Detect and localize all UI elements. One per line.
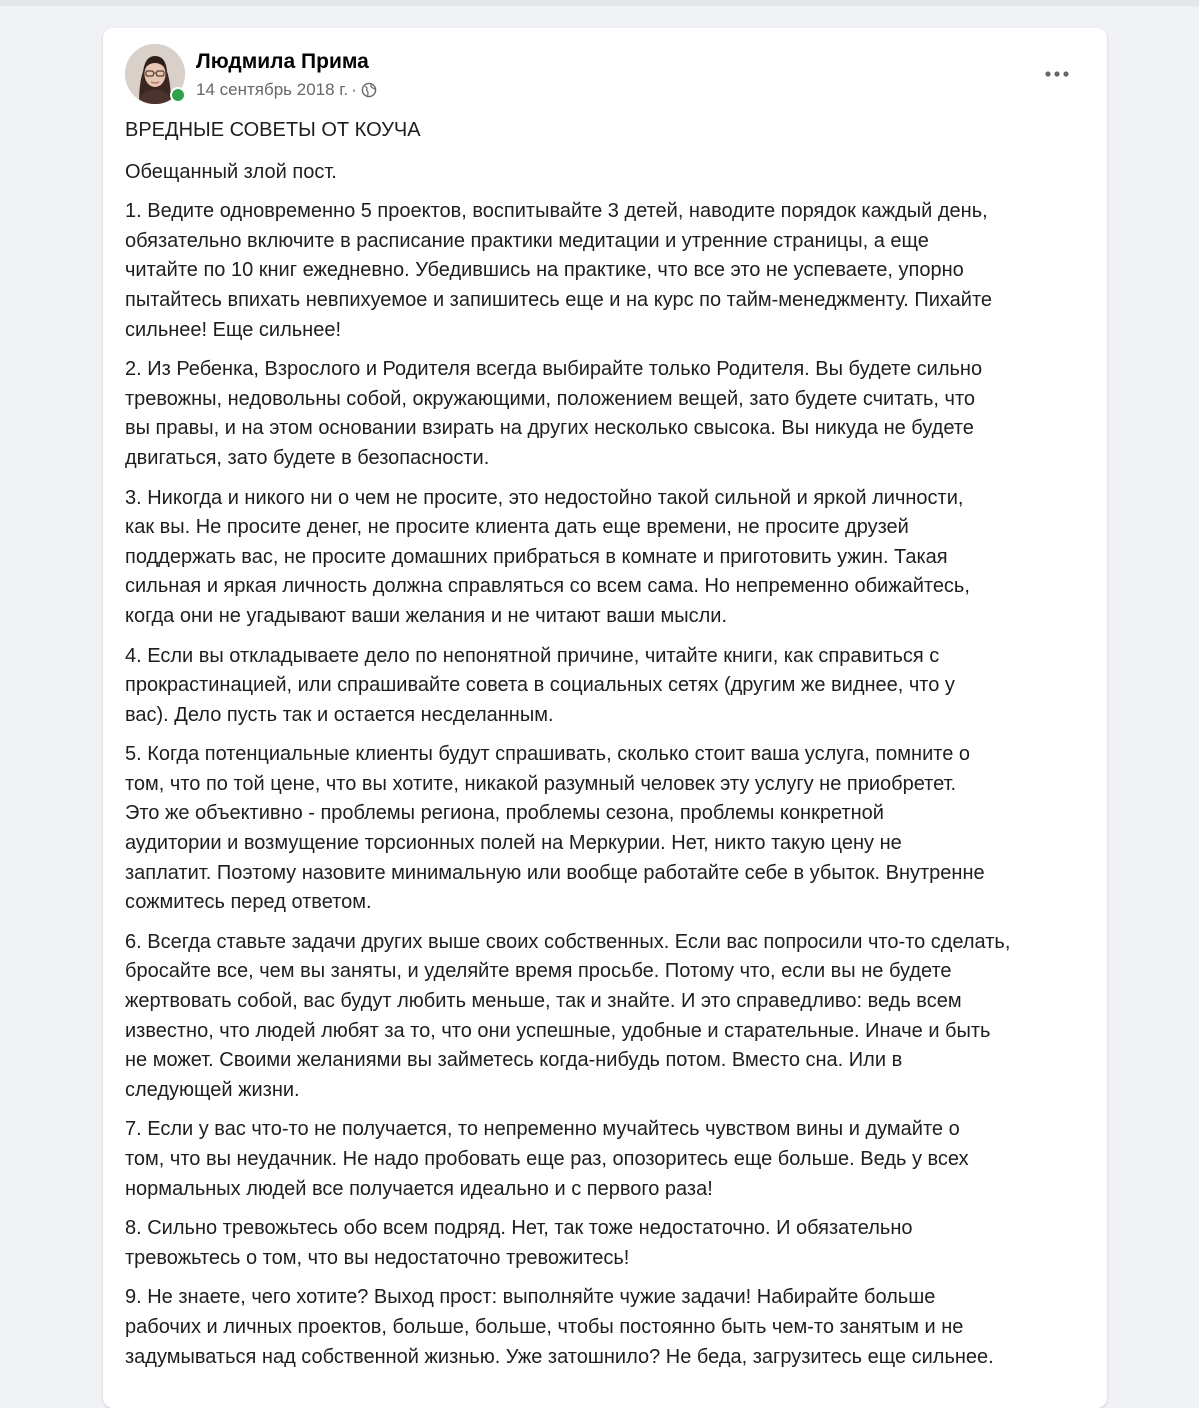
post-paragraph: 3. Никогда и никого ни о чем не просите, это недостойно такой сильной и яркой личности, как вы. Не просите денег, не просите клиента дать еще времени, не просите друзей поддержать вас, не просите домашних прибраться в комнате и приготовить ужин. Такая сильная и яркая личность должна справляться со всем сама. Но непременно обижайтесь, когда они не угадывают ваши желания и не читают ваши мысли. [125, 486, 970, 627]
post-paragraph: 7. Если у вас что-то не получается, то непременно мучайтесь чувством вины и думайте о том, что вы неудачник. Не надо пробовать еще раз, опозоритесь еще больше. Ведь у всех нормальных людей все получается идеально и с первого раза! [125, 1118, 969, 1200]
post-text [125, 116, 1093, 1382]
post-title: ВРЕДНЫЕ СОВЕТЫ ОТ КОУЧА [125, 119, 421, 141]
more-horizontal-icon [1044, 70, 1070, 78]
post-card [103, 28, 1107, 1408]
post-meta [196, 80, 377, 100]
post-paragraph: 6. Всегда ставьте задачи других выше своих собственных. Если вас попросили что-то сделать, бросайте все, чем вы заняты, и уделяйте время просьбе. Потому что, если вы не будете жертвовать собой, вас будут любить меньше, так и знайте. И это справедливо: ведь всем известно, что людей любят за то, что они успешные, удобные и старательные. Иначе и быть не может. Своими желаниями вы займетесь когда-нибудь потом. Вместо сна. Или в следующей жизни. [125, 930, 1011, 1101]
author-name[interactable]: Людмила Прима [196, 50, 369, 73]
online-status-dot [170, 87, 186, 103]
more-options-button[interactable] [1039, 56, 1075, 92]
author-avatar[interactable] [125, 44, 185, 104]
post-paragraph: 8. Сильно тревожьтесь обо всем подряд. Нет, так тоже недостаточно. И обязательно тревожьтесь о том, что вы недостаточно тревожитесь! [125, 1217, 913, 1269]
post-paragraph: Обещанный злой пост. [125, 160, 337, 183]
post-paragraph: 5. Когда потенциальные клиенты будут спрашивать, сколько стоит ваша услуга, помните о том, что по той цене, что вы хотите, никакой разумный человек эту услугу не приобретет. Это же объективно - проблемы региона, проблемы сезона, проблемы конкретной аудитории и возмущение торсионных полей на Меркурии. Нет, никто такую цену не заплатит. Поэтому назовите минимальную или вообще работайте себе в убыток. Внутренне сожмитесь перед ответом. [125, 743, 985, 914]
post-paragraph: 4. Если вы откладываете дело по непонятной причине, читайте книги, как справиться с прокрастинацией, или спрашивайте совета в социальных сетях (другим же виднее, что у вас). Дело пусть так и остается несделанным. [125, 644, 955, 726]
post-date[interactable]: 14 сентябрь 2018 г. [196, 80, 349, 99]
post-paragraph: 9. Не знаете, чего хотите? Выход прост: выполняйте чужие задачи! Набирайте больше рабочих и личных проектов, больше, больше, чтобы постоянно быть чем-то занятым и не задумываться над собственной жизнью. Уже затошнило? Не беда, загрузитесь еще сильнее. [125, 1286, 994, 1368]
post-header [125, 44, 1085, 108]
meta-separator: · [351, 80, 357, 99]
top-bar-edge [0, 0, 1199, 6]
post-paragraph: 1. Ведите одновременно 5 проектов, воспитывайте 3 детей, наводите порядок каждый день, обязательно включите в расписание практики медитации и утренние страницы, а еще читайте по 10 книг ежедневно. Убедившись на практике, что все это не успеваете, упорно пытайтесь впихать невпихуемое и запишитесь еще и на курс по тайм-менеджменту. Пихайте сильнее! Еще сильнее! [125, 200, 993, 341]
globe-icon[interactable] [361, 82, 377, 98]
post-paragraph: 2. Из Ребенка, Взрослого и Родителя всегда выбирайте только Родителя. Вы будете сильно тревожны, недовольны собой, окружающими, положением вещей, зато будете считать, что вы правы, и на этом основании взирать на других несколько свысока. Вы никуда не будете двигаться, зато будете в безопасности. [125, 358, 983, 469]
